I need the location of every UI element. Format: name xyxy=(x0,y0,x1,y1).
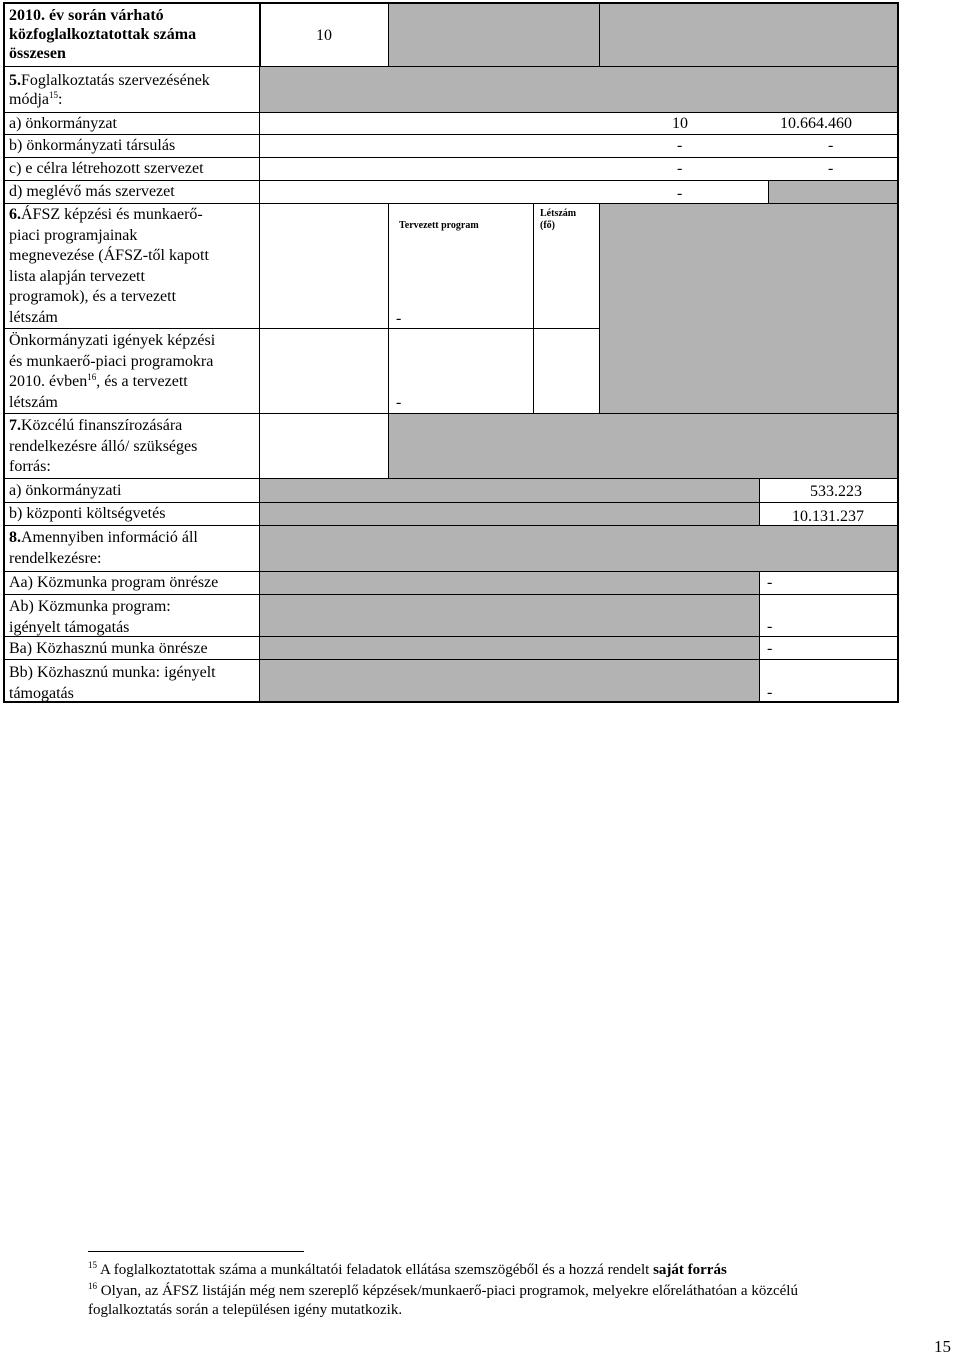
expected-workers-label: 2010. év során várható közfoglalkoztatottak száma összesen xyxy=(9,7,197,62)
page-number: 15 xyxy=(934,1337,951,1356)
public-works-own-share-label: Aa) Közmunka program önrésze xyxy=(9,574,219,591)
headcount-header: Létszám (fő) xyxy=(540,208,577,231)
financing-label-a: a) önkormányzati xyxy=(9,482,122,499)
org-label-d: d) meglévő más szervezet xyxy=(9,183,175,200)
public-utility-own-share-label: Ba) Közhasznú munka önrésze xyxy=(9,640,208,657)
org-amount-c: - xyxy=(828,160,834,177)
gray-cell xyxy=(769,180,897,203)
financing-amount-b: 10.131.237 xyxy=(792,508,864,525)
gray-cell xyxy=(600,203,897,413)
gray-cell xyxy=(389,3,897,66)
public-utility-own-share-value: - xyxy=(767,640,773,657)
financing-amount-a: 533.223 xyxy=(810,483,862,500)
info-heading: 8.Amennyiben információ áll rendelkezésre: xyxy=(9,529,198,567)
financing-heading: 7.Közcélú finanszírozására rendelkezésre álló/ szükséges forrás: xyxy=(9,417,198,475)
local-needs-label: Önkormányzati igények képzési és munkaerő-piaci programokra 2010. évben$^{16}$, és a tervezett létszám xyxy=(9,332,216,411)
public-works-support-label: Ab) Közmunka program: igényelt támogatás xyxy=(9,598,171,636)
org-label-b: b) önkormányzati társulás xyxy=(9,137,176,154)
org-count-a: 10 xyxy=(672,115,688,132)
financing-label-b: b) központi költségvetés xyxy=(9,505,166,522)
local-needs-value: - xyxy=(396,394,402,411)
gray-cell xyxy=(389,413,897,478)
public-works-own-share-value: - xyxy=(767,574,773,591)
planned-program-header: Tervezett program xyxy=(399,220,479,231)
public-utility-support-label: Bb) Közhasznú munka: igényelt támogatás xyxy=(9,664,216,702)
organization-method-heading: 5.Foglalkoztatás szervezésének módja$^{15}$: xyxy=(9,72,210,108)
expected-workers-value: 10 xyxy=(316,27,332,44)
org-amount-b: - xyxy=(828,137,834,154)
org-count-b: - xyxy=(677,137,683,154)
gray-cell xyxy=(260,66,897,113)
public-utility-support-value: - xyxy=(767,684,773,701)
org-count-d: - xyxy=(677,185,683,202)
gray-cell xyxy=(260,525,897,571)
org-count-c: - xyxy=(677,160,683,177)
org-label-a: a) önkormányzat xyxy=(9,115,117,132)
afsz-programs-label: 6.ÁFSZ képzési és munkaerő- piaci programjainak megnevezése (ÁFSZ-től kapott lista alapján tervezett programok), és a tervezett létszám xyxy=(9,206,209,326)
footnote-16: $^{16}$ Olyan, az ÁFSZ listáján még nem szereplő képzések/munkaerő-piaci programok, melyekre előreláthatóan a közcélú foglalkoztatás során a településen igény mutatkozik. xyxy=(88,1281,798,1318)
org-amount-a: 10.664.460 xyxy=(780,115,852,132)
footnote-15: $^{15}$ A foglalkoztatottak száma a munkáltatói feladatok ellátása szemszögéből és a hozzá rendelt saját forrás xyxy=(88,1260,727,1278)
footnote-separator xyxy=(88,1251,304,1252)
afsz-programs-value: - xyxy=(396,310,402,327)
org-label-c: c) e célra létrehozott szervezet xyxy=(9,160,204,177)
public-works-support-value: - xyxy=(767,618,773,635)
